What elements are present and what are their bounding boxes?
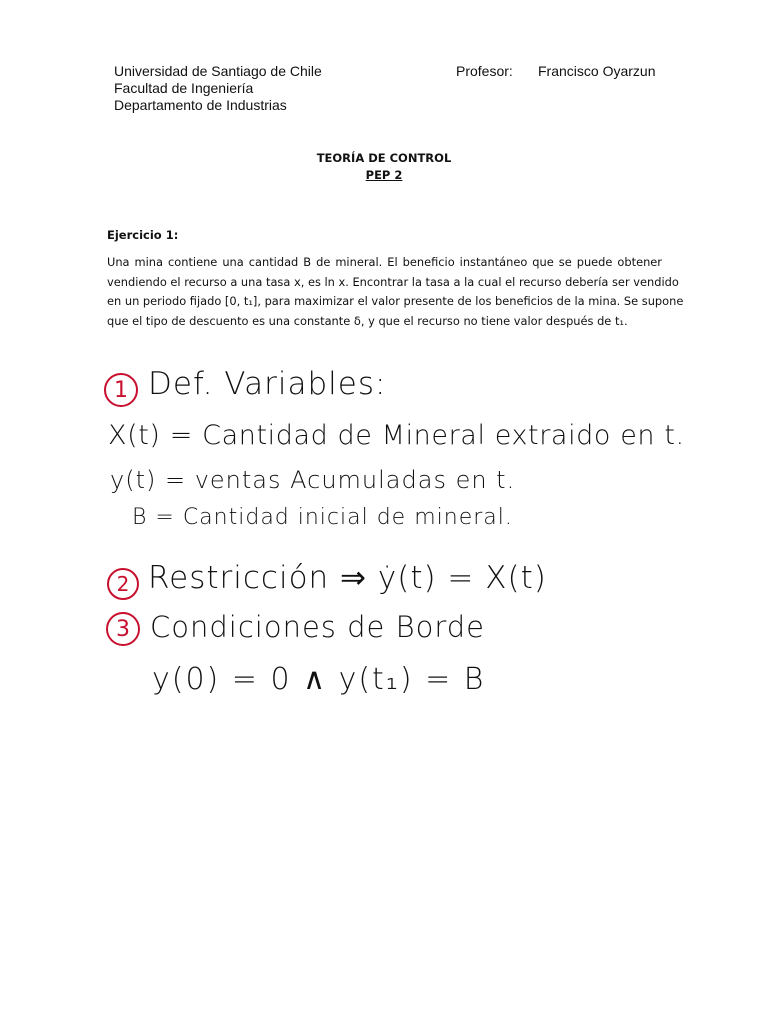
exercise-line-1: Una mina contiene una cantidad B de mineral. El beneficio instantáneo que se puede obtener bbox=[107, 255, 662, 269]
step-2-circled-number: 2 bbox=[107, 568, 139, 600]
variable-y-definition: y(t) = ventas Acumuladas en t. bbox=[110, 466, 516, 494]
professor-label: Profesor: bbox=[456, 63, 513, 79]
course-title: TEORÍA DE CONTROL bbox=[316, 151, 452, 165]
step-3-circled-number: 3 bbox=[106, 612, 140, 646]
exercise-line-2: vendiendo el recurso a una tasa x, es ln x. Encontrar la tasa a la cual el recurso debería ser vendido bbox=[107, 274, 679, 289]
department-name: Departamento de Industrias bbox=[114, 97, 287, 113]
exercise-heading: Ejercicio 1: bbox=[107, 228, 179, 242]
exercise-line-4: que el tipo de descuento es una constante δ, y que el recurso no tiene valor después de t₁. bbox=[107, 313, 628, 328]
variable-b-definition: B = Cantidad inicial de mineral. bbox=[132, 505, 513, 530]
faculty-name: Facultad de Ingeniería bbox=[114, 80, 254, 96]
step-3-title: Condiciones de Borde bbox=[150, 610, 485, 644]
exercise-line-3: en un periodo fijado [0, t₁], para maximizar el valor presente de los beneficios de la mina. Se supone bbox=[107, 294, 684, 308]
variable-x-definition: X(t) = Cantidad de Mineral extraido en t. bbox=[108, 420, 685, 451]
university-name: Universidad de Santiago de Chile bbox=[114, 63, 322, 79]
step-1-title: Def. Variables: bbox=[148, 366, 387, 402]
boundary-conditions: y(0) = 0 ∧ y(t₁) = B bbox=[152, 662, 486, 697]
exam-title: PEP 2 bbox=[365, 168, 403, 182]
exercise-statement bbox=[107, 253, 684, 331]
step-1-circled-number: 1 bbox=[104, 373, 138, 407]
step-2-restriction: Restricción ⇒ ẏ(t) = X(t) bbox=[148, 560, 547, 596]
professor-name: Francisco Oyarzun bbox=[538, 63, 656, 79]
